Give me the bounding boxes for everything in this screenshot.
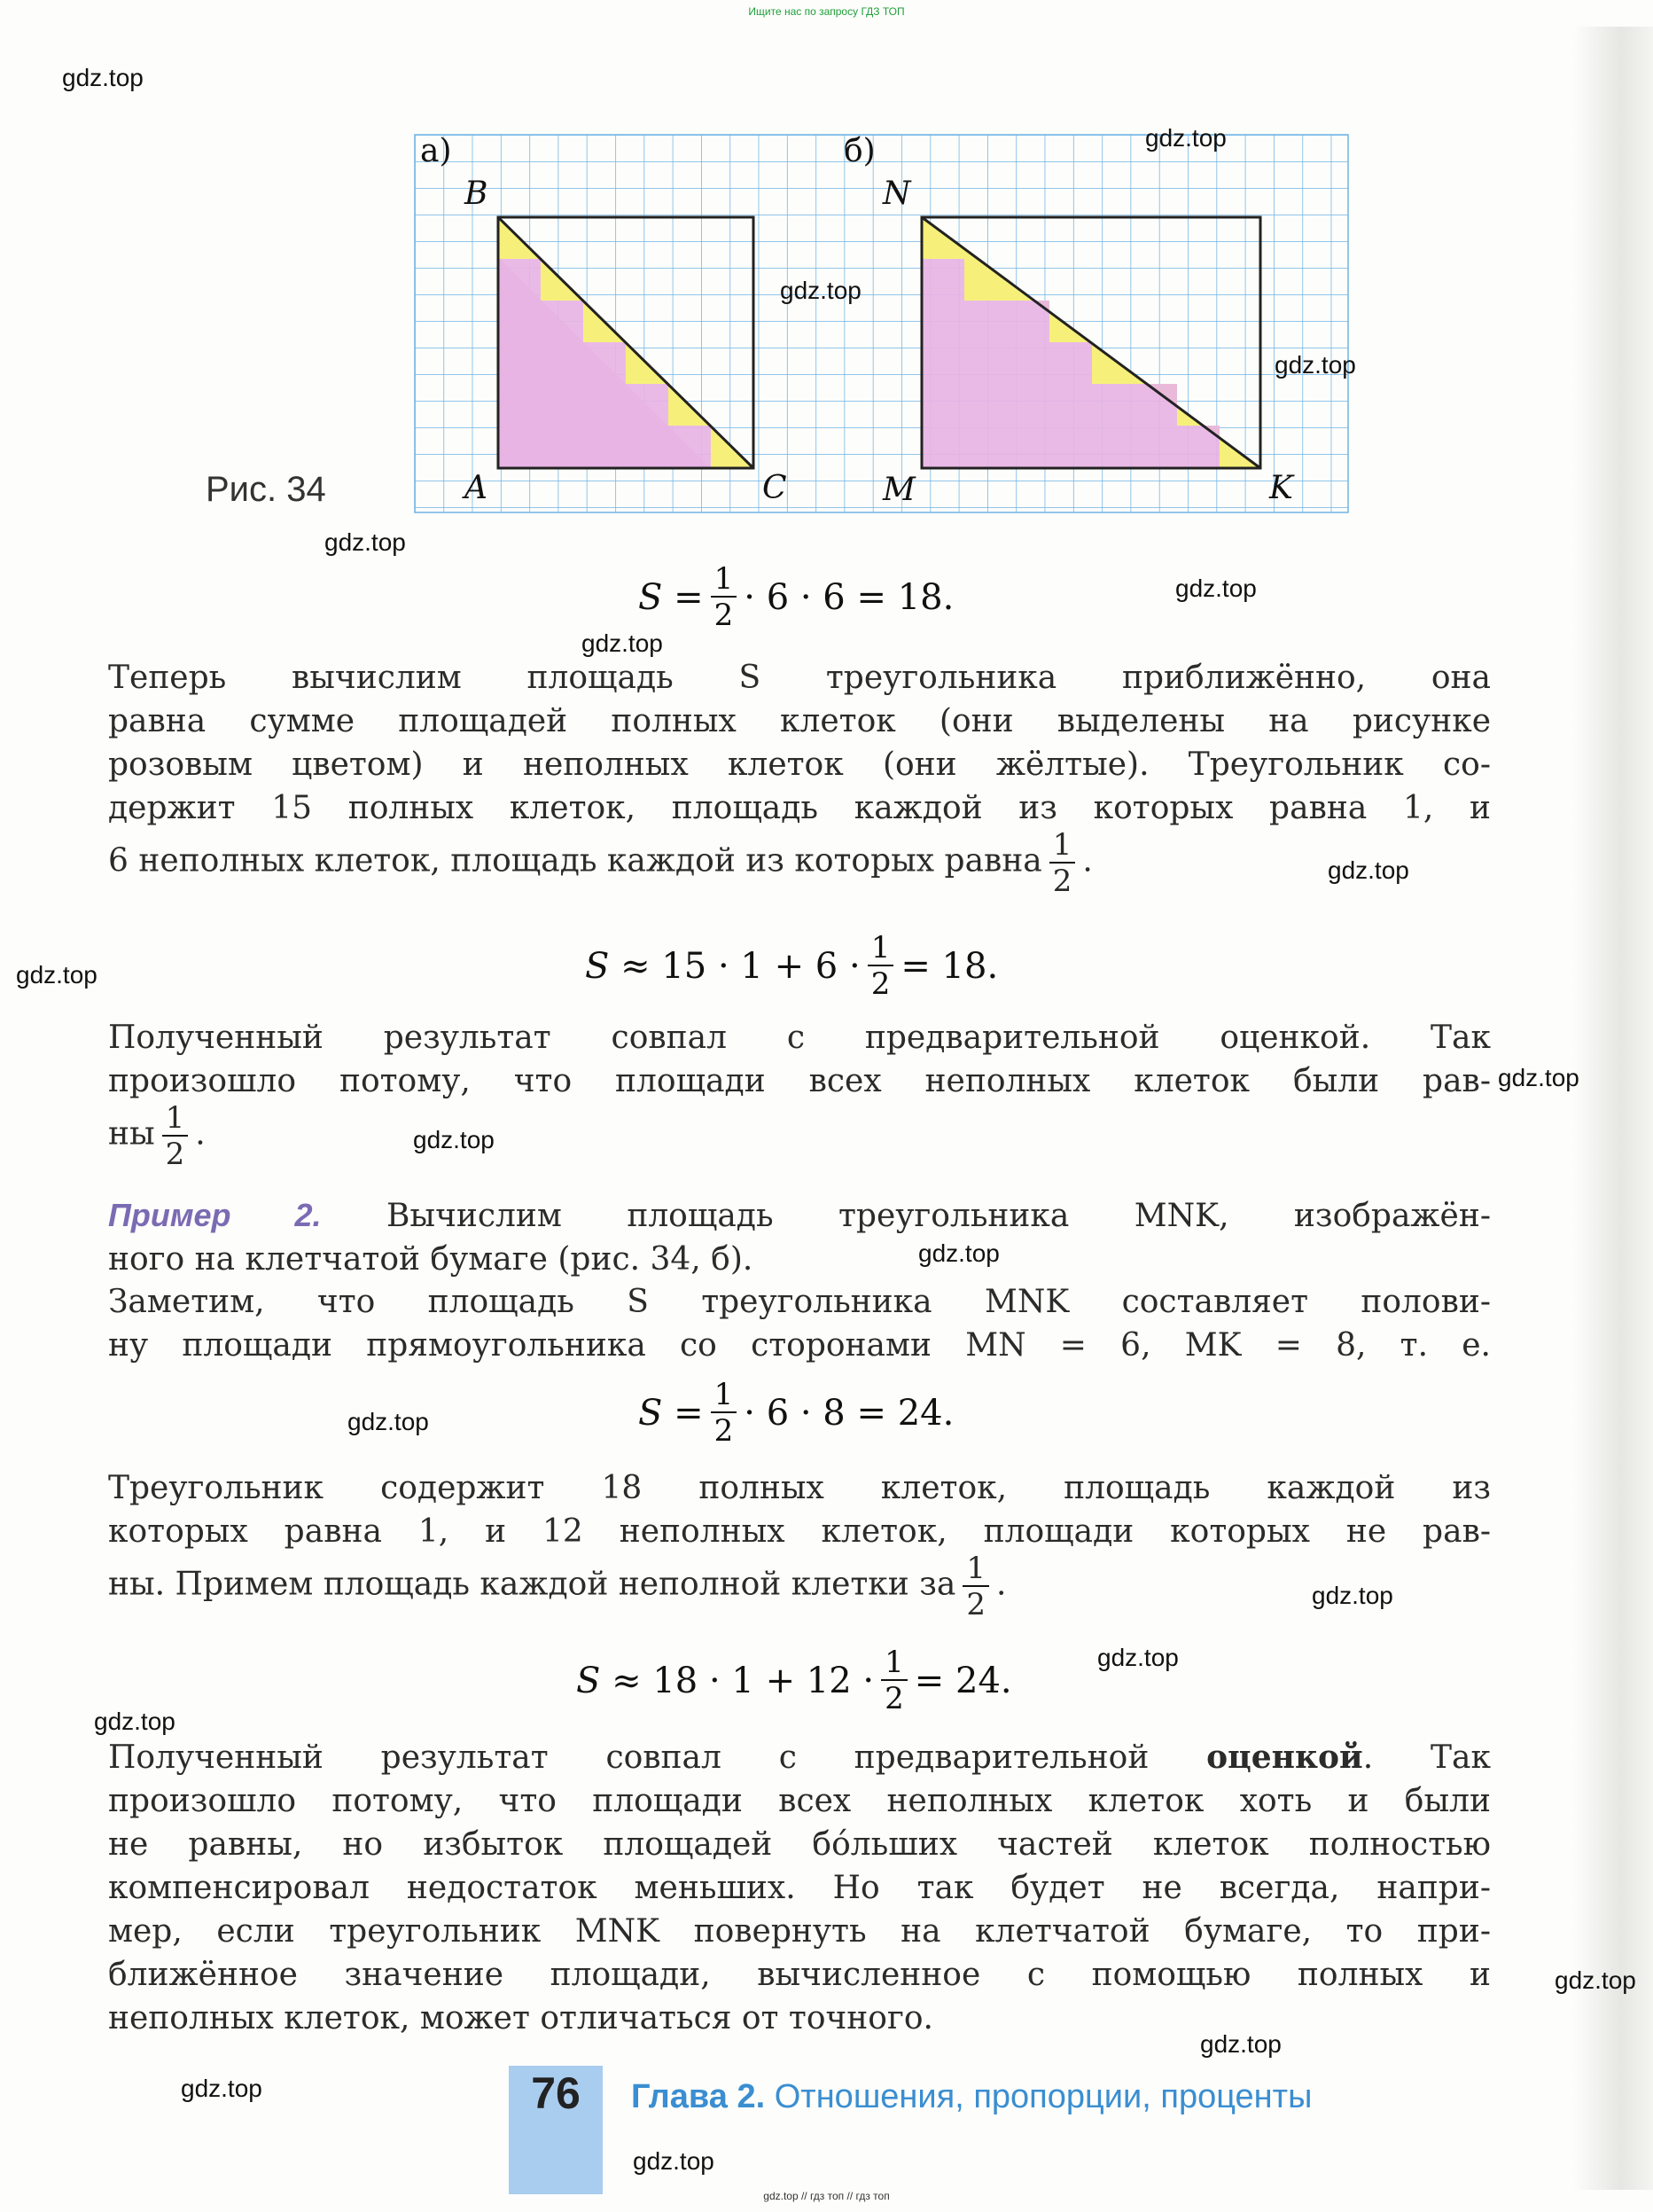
watermark: gdz.top [16, 961, 97, 989]
watermark: gdz.top [62, 64, 144, 91]
paragraph-approx-abc: Теперь вычислим площадь S треугольника приближённо, она равна сумме площадей полных клеток (они выделены на рисунке розовым цветом) и неполных клеток (они жёлтые). Треугольник со- держит 15 полных клеток, площадь каждой из которых равна 1, и 6 неполных клеток, площадь каждой из которых равна $\frac{1}{2}$ . [108, 660, 1491, 899]
figure-caption: Рис. 34 [206, 470, 326, 509]
watermark: gdz.top [1312, 1582, 1393, 1609]
watermark: gdz.top [1200, 2030, 1282, 2058]
watermark: gdz.top [324, 528, 406, 556]
top-banner: Ищите нас по запросу ГДЗ ТОП [748, 5, 905, 18]
vertex-k-label: K [1269, 470, 1293, 506]
watermark: gdz.top [633, 2147, 714, 2175]
vertex-b-label: B [464, 176, 488, 212]
watermark: gdz.top [181, 2075, 262, 2102]
vertex-m-label: M [883, 472, 916, 508]
watermark: gdz.top [1275, 351, 1356, 379]
chapter-title: Глава 2. Отношения, пропорции, проценты [631, 2078, 1313, 2115]
watermark: gdz.top [581, 629, 663, 657]
formula-area-abc: S = $\frac{1}{2}$ · 6 · 6 = 18. [638, 561, 955, 633]
watermark: gdz.top [1145, 124, 1227, 152]
page-number: 76 [531, 2068, 581, 2118]
paragraph-approx-mnk: Треугольник содержит 18 полных клеток, площадь каждой из которых равна 1, и 12 неполных клеток, площади которых не рав- ны. Примем площадь каждой неполной клетки за $\frac{1}{2}$ . [108, 1470, 1491, 1622]
panel-b-label: б) [844, 133, 876, 169]
watermark: gdz.top [1555, 1966, 1636, 1994]
vertex-c-label: C [762, 470, 787, 506]
watermark: gdz.top [1328, 856, 1409, 884]
watermark: gdz.top [918, 1239, 1000, 1267]
watermark: gdz.top [413, 1126, 495, 1153]
formula-area-mnk: S = $\frac{1}{2}$ · 6 · 8 = 24. [638, 1377, 955, 1449]
watermark: gdz.top [94, 1708, 175, 1735]
watermark: gdz.top [1097, 1644, 1179, 1671]
watermark: gdz.top [780, 277, 862, 304]
panel-a-label: а) [420, 133, 452, 169]
example-2-label: Пример 2. [108, 1197, 322, 1233]
watermark: gdz.top [1498, 1064, 1579, 1091]
paragraph-example-2: Пример 2. Вычислим площадь треугольника MNK, изображён- ного на клетчатой бумаге (рис. 34, б). [108, 1197, 1491, 1278]
formula-approx-abc: S ≈ 15 · 1 + 6 · $\frac{1}{2}$ = 18. [585, 930, 999, 1002]
bottom-banner: gdz.top // гдз топ // гдз топ [763, 2190, 890, 2202]
paragraph-result-1: Полученный результат совпал с предварительной оценкой. Так произошло потому, что площади всех неполных клеток были рав- ны $\frac{1}{2}$ . [108, 1020, 1491, 1172]
figure-34 [0, 0, 1653, 550]
watermark: gdz.top [1175, 574, 1257, 602]
paragraph-note-mnk: Заметим, что площадь S треугольника MNK составляет полови- ну площади прямоугольника со сторонами MN = 6, MK = 8, т. е. [108, 1284, 1491, 1364]
vertex-a-label: A [464, 470, 487, 506]
paragraph-result-2: Полученный результат совпал с предварительной оценкой. Так произошло потому, что площади всех неполных клеток хоть и были не равны, но избыток площадей бóльших частей клеток полностью компенсировал недостаток меньших. Но так будет не всегда, напри- мер, если треугольник MNK повернуть на клетчатой бумаге, то при- ближённое значение площади, вычисленное с помощью полных и неполных клеток, может отличаться от точного. [108, 1739, 1491, 2036]
vertex-n-label: N [883, 176, 911, 212]
formula-approx-mnk: S ≈ 18 · 1 + 12 · $\frac{1}{2}$ = 24. [576, 1645, 1012, 1716]
watermark: gdz.top [347, 1408, 429, 1435]
